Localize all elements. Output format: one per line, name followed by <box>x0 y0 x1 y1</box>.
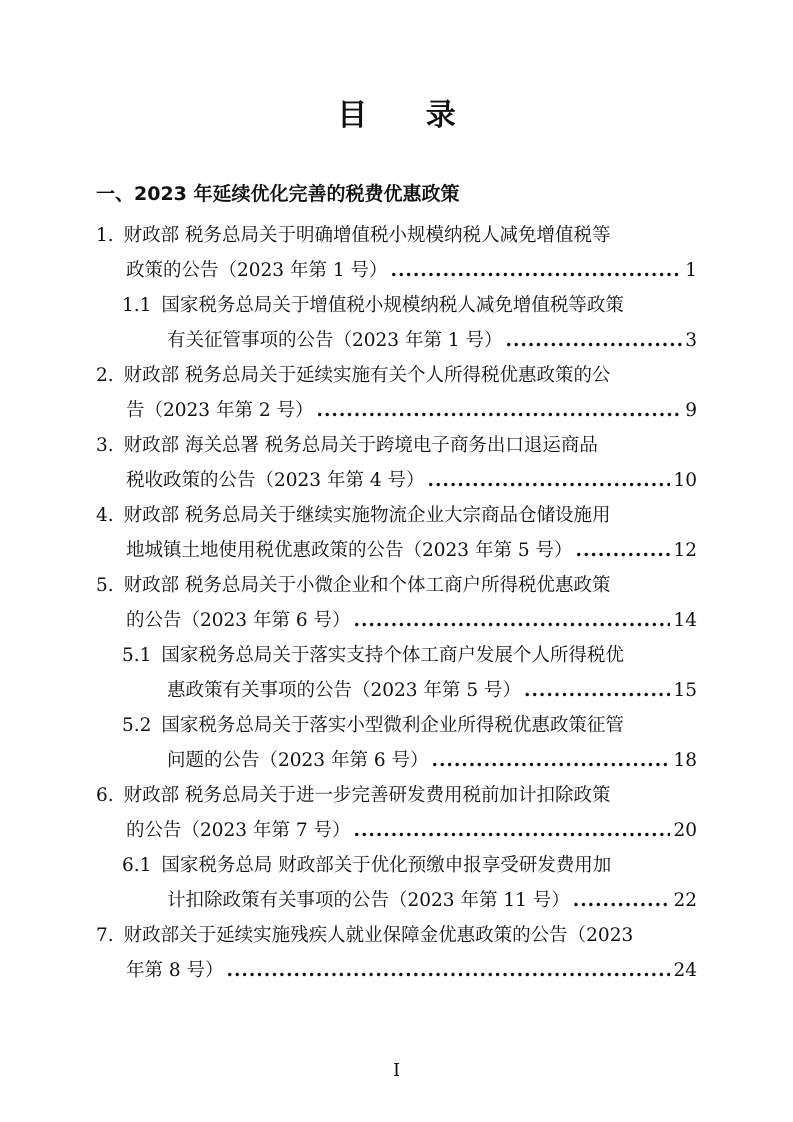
entry-title: 财政部 税务总局关于继续实施物流企业大宗商品仓储设施用 <box>123 505 611 526</box>
page-number: I <box>392 1060 401 1081</box>
dot-leader <box>354 603 671 638</box>
entry-page-number: 14 <box>673 610 697 631</box>
entry-title: 财政部 税务总局关于延续实施有关个人所得税优惠政策的公 <box>123 365 611 386</box>
entry-title-cont: 年第 8 号） <box>126 960 224 981</box>
entry-page-number: 22 <box>673 890 697 911</box>
toc-entry-4[interactable] <box>96 498 697 568</box>
entry-number: 5.2 <box>122 715 152 736</box>
dot-leader <box>428 463 671 498</box>
entry-number: 4. <box>96 505 114 526</box>
dot-leader <box>391 253 683 288</box>
entry-number: 3. <box>96 435 114 456</box>
entry-title: 国家税务总局关于增值税小规模纳税人减免增值税等政策 <box>161 295 624 316</box>
entry-title-cont: 政策的公告（2023 年第 1 号） <box>126 260 388 281</box>
entry-title: 国家税务总局关于落实小型微利企业所得税优惠政策征管 <box>161 715 624 736</box>
entry-title-cont: 惠政策有关事项的公告（2023 年第 5 号） <box>167 680 521 701</box>
page-title: 目 录 <box>337 98 480 133</box>
entry-title-cont: 的公告（2023 年第 7 号） <box>126 820 351 841</box>
entry-number: 7. <box>96 925 114 946</box>
entry-number: 1. <box>96 225 114 246</box>
entry-number: 6.1 <box>122 855 152 876</box>
dot-leader <box>227 953 671 988</box>
entry-title-cont: 计扣除政策有关事项的公告（2023 年第 11 号） <box>167 890 570 911</box>
entry-page-number: 12 <box>673 540 697 561</box>
dot-leader <box>573 883 671 918</box>
entry-number: 5. <box>96 575 114 596</box>
entry-title-cont: 的公告（2023 年第 6 号） <box>126 610 351 631</box>
entry-page-number: 24 <box>673 960 697 981</box>
toc-entry-5[interactable] <box>96 568 697 638</box>
entry-number: 5.1 <box>122 645 152 666</box>
dot-leader <box>506 323 683 358</box>
entry-number: 6. <box>96 785 114 806</box>
dot-leader <box>576 533 671 568</box>
section-heading: 一、2023 年延续优化完善的税费优惠政策 <box>96 183 460 205</box>
entry-title: 财政部 税务总局关于小微企业和个体工商户所得税优惠政策 <box>123 575 611 596</box>
entry-page-number: 9 <box>685 400 697 421</box>
entry-title: 财政部 税务总局关于明确增值税小规模纳税人减免增值税等 <box>123 225 611 246</box>
toc-entry-2[interactable] <box>96 358 697 428</box>
dot-leader <box>354 813 671 848</box>
toc-entry-1[interactable] <box>96 218 697 288</box>
entry-title: 财政部 海关总署 税务总局关于跨境电子商务出口退运商品 <box>123 435 598 456</box>
entry-page-number: 3 <box>685 330 697 351</box>
toc-entry-6-1[interactable] <box>122 848 697 918</box>
entry-number: 1.1 <box>122 295 152 316</box>
entry-page-number: 15 <box>673 680 697 701</box>
dot-leader <box>524 673 670 708</box>
toc-entry-1-1[interactable] <box>122 288 697 358</box>
toc-entry-3[interactable] <box>96 428 697 498</box>
entry-title: 国家税务总局关于落实支持个体工商户发展个人所得税优 <box>161 645 624 666</box>
entry-title: 财政部关于延续实施残疾人就业保障金优惠政策的公告（2023 <box>123 925 634 946</box>
toc-entry-6[interactable] <box>96 778 697 848</box>
entry-title: 国家税务总局 财政部关于优化预缴申报享受研发费用加 <box>161 855 612 876</box>
toc-entry-5-2[interactable] <box>122 708 697 778</box>
entry-title: 财政部 税务总局关于进一步完善研发费用税前加计扣除政策 <box>123 785 611 806</box>
entry-title-cont: 地城镇土地使用税优惠政策的公告（2023 年第 5 号） <box>126 540 573 561</box>
toc-entry-7[interactable] <box>96 918 697 988</box>
entry-title-cont: 有关征管事项的公告（2023 年第 1 号） <box>167 330 503 351</box>
entry-title-cont: 告（2023 年第 2 号） <box>126 400 314 421</box>
entry-page-number: 20 <box>673 820 697 841</box>
dot-leader <box>432 743 671 778</box>
entry-title-cont: 税收政策的公告（2023 年第 4 号） <box>126 470 425 491</box>
entry-number: 2. <box>96 365 114 386</box>
entry-page-number: 1 <box>685 260 697 281</box>
toc-entry-5-1[interactable] <box>122 638 697 708</box>
entry-title-cont: 问题的公告（2023 年第 6 号） <box>167 750 429 771</box>
dot-leader <box>317 393 683 428</box>
entry-page-number: 10 <box>673 470 697 491</box>
entry-page-number: 18 <box>673 750 697 771</box>
